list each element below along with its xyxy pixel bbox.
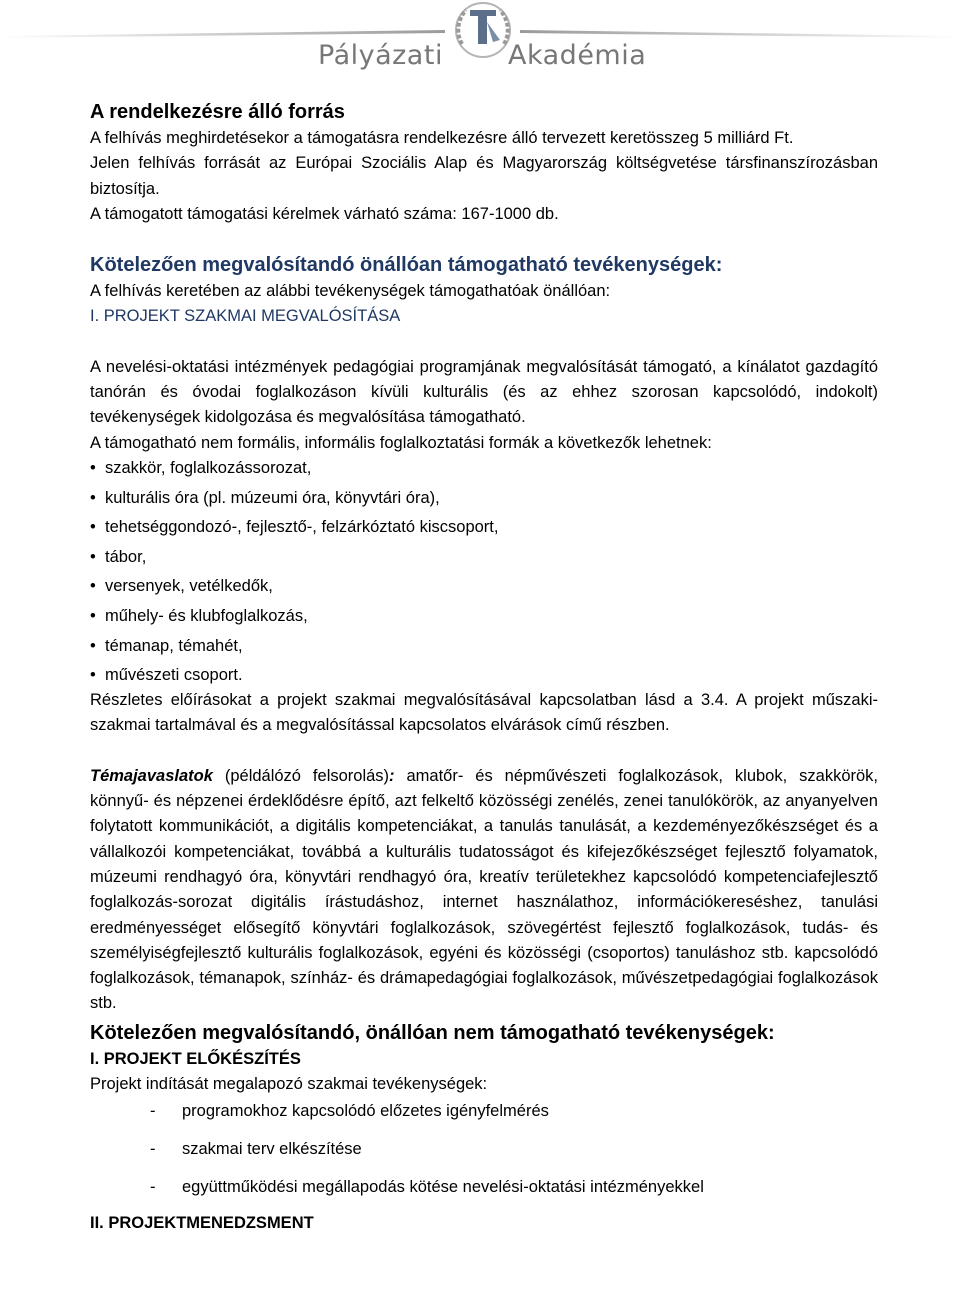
funding-amount-text: A felhívás meghirdetésekor a támogatásra rendelkezésre álló tervezett keretösszeg 5 milliárd Ft. <box>90 129 794 147</box>
logo-text-left: Pályázati <box>318 40 443 71</box>
preparation-dash-list <box>90 1099 878 1213</box>
forms-intro-text: A támogatható nem formális, informális foglalkoztatási formák a következők lehetnek: <box>90 433 712 452</box>
implementation-paragraph: A nevelési-oktatási intézmények pedagógiai programjának megvalósítását támogató, a kínálatot gazdagító tanórán és óvodai foglalkozáson kívüli kulturális (és az ehhez szorosan kapcsolódó, indokolt) tevékenységek kidolgozása és megvalósítása támogatható. <box>90 357 878 427</box>
subsection-title-project-management: II. PROJEKTMENEDZSMENT <box>90 1214 314 1233</box>
page-header <box>0 0 960 80</box>
document-body <box>90 98 878 1237</box>
list-item: - szakmai terv elkészítése <box>90 1137 878 1175</box>
section-title-mandatory-not-supported: Kötelezően megvalósítandó, önállóan nem támogatható tevékenységek: <box>90 1021 775 1044</box>
topic-suggestions-text: amatőr- és népművészeti foglalkozások, klubok, szakkörök, könnyű- és népzenei érdeklődésre építő, azt felkeltő közösségi zenélés, zenei tanulókörök, az anyanyelven folytatott kommunikációt, a digitális kompetenciákat, a tanulás tanulását, a kezdeményezőkészséget és a vállalkozói kompetenciákat, továbbá a kulturális tudatosságot és kifejezőkészséget fejlesztő folyamatok, múzeumi rendhagyó óra, könyvtári rendhagyó óra, kreatív területekhez kapcsolódó kompetenciafejlesztő foglalkozás-sorozat digitális írástudáshoz, internet használathoz, információkereséshez, tanulási eredményességet elősegítő könyvtári foglalkozások, szövegértést fejlesztő foglalkozások, tudás- és személyiségfejlesztő kulturális foglalkozások, egyéni és közösségi (csoportos) tanuláshoz stb. kapcsolódó foglalkozások, témanapok, színház- és drámapedagógiai foglalkozások, művészetpedagógiai foglalkozások stb. <box>90 766 878 1013</box>
supported-activities-intro: A felhívás keretében az alábbi tevékenységek támogathatóak önállóan: <box>90 282 611 301</box>
forms-bullet-list <box>90 456 878 688</box>
list-item: • versenyek, vetélkedők, <box>90 574 878 604</box>
details-reference-text: Részletes előírásokat a projekt szakmai megvalósításával kapcsolatban lásd a 3.4. A projekt műszaki-szakmai tartalmával és a megvalósítással kapcsolatos elvárások című részben. <box>90 691 878 735</box>
preparation-intro-text: Projekt indítását megalapozó szakmai tevékenységek: <box>90 1074 488 1093</box>
list-item: • műhely- és klubfoglalkozás, <box>90 604 878 634</box>
section-title-funding: A rendelkezésre álló forrás <box>90 101 345 123</box>
topic-suggestions-paragraph <box>90 764 878 1017</box>
list-item: • tábor, <box>90 545 878 575</box>
list-item: • témanap, témahét, <box>90 634 878 664</box>
section-title-mandatory-supported: Kötelezően megvalósítandó önállóan támogatható tevékenységek: <box>90 254 723 277</box>
topic-suggestions-label: Témajavaslatok <box>90 766 213 785</box>
topic-suggestions-note: (példálózó felsorolás) <box>212 766 390 785</box>
list-item: • művészeti csoport. <box>90 663 878 688</box>
header-decoration <box>0 0 960 80</box>
list-item: • tehetséggondozó-, fejlesztő-, felzárkóztató kiscsoport, <box>90 515 878 545</box>
laurel-emblem-icon <box>456 3 510 57</box>
list-item: • szakkör, foglalkozássorozat, <box>90 456 878 486</box>
funding-source-text: Jelen felhívás forrását az Európai Szociális Alap és Magyarország költségvetése társfinanszírozásban biztosítja. <box>90 154 878 198</box>
left-swoosh <box>0 30 445 38</box>
subsection-title-preparation: I. PROJEKT ELŐKÉSZÍTÉS <box>90 1049 301 1068</box>
list-item: - együttműködési megállapodás kötése nevelési-oktatási intézményekkel <box>90 1175 878 1213</box>
right-swoosh <box>520 30 960 38</box>
logo-text-right: Akadémia <box>508 40 647 71</box>
expected-applications-text: A támogatott támogatási kérelmek várható száma: 167-1000 db. <box>90 204 559 223</box>
subsection-title-implementation: I. PROJEKT SZAKMAI MEGVALÓSÍTÁSA <box>90 307 401 326</box>
topic-suggestions-colon: : <box>389 766 395 785</box>
list-item: • kulturális óra (pl. múzeumi óra, könyvtári óra), <box>90 486 878 516</box>
list-item: - programokhoz kapcsolódó előzetes igényfelmérés <box>90 1099 878 1137</box>
